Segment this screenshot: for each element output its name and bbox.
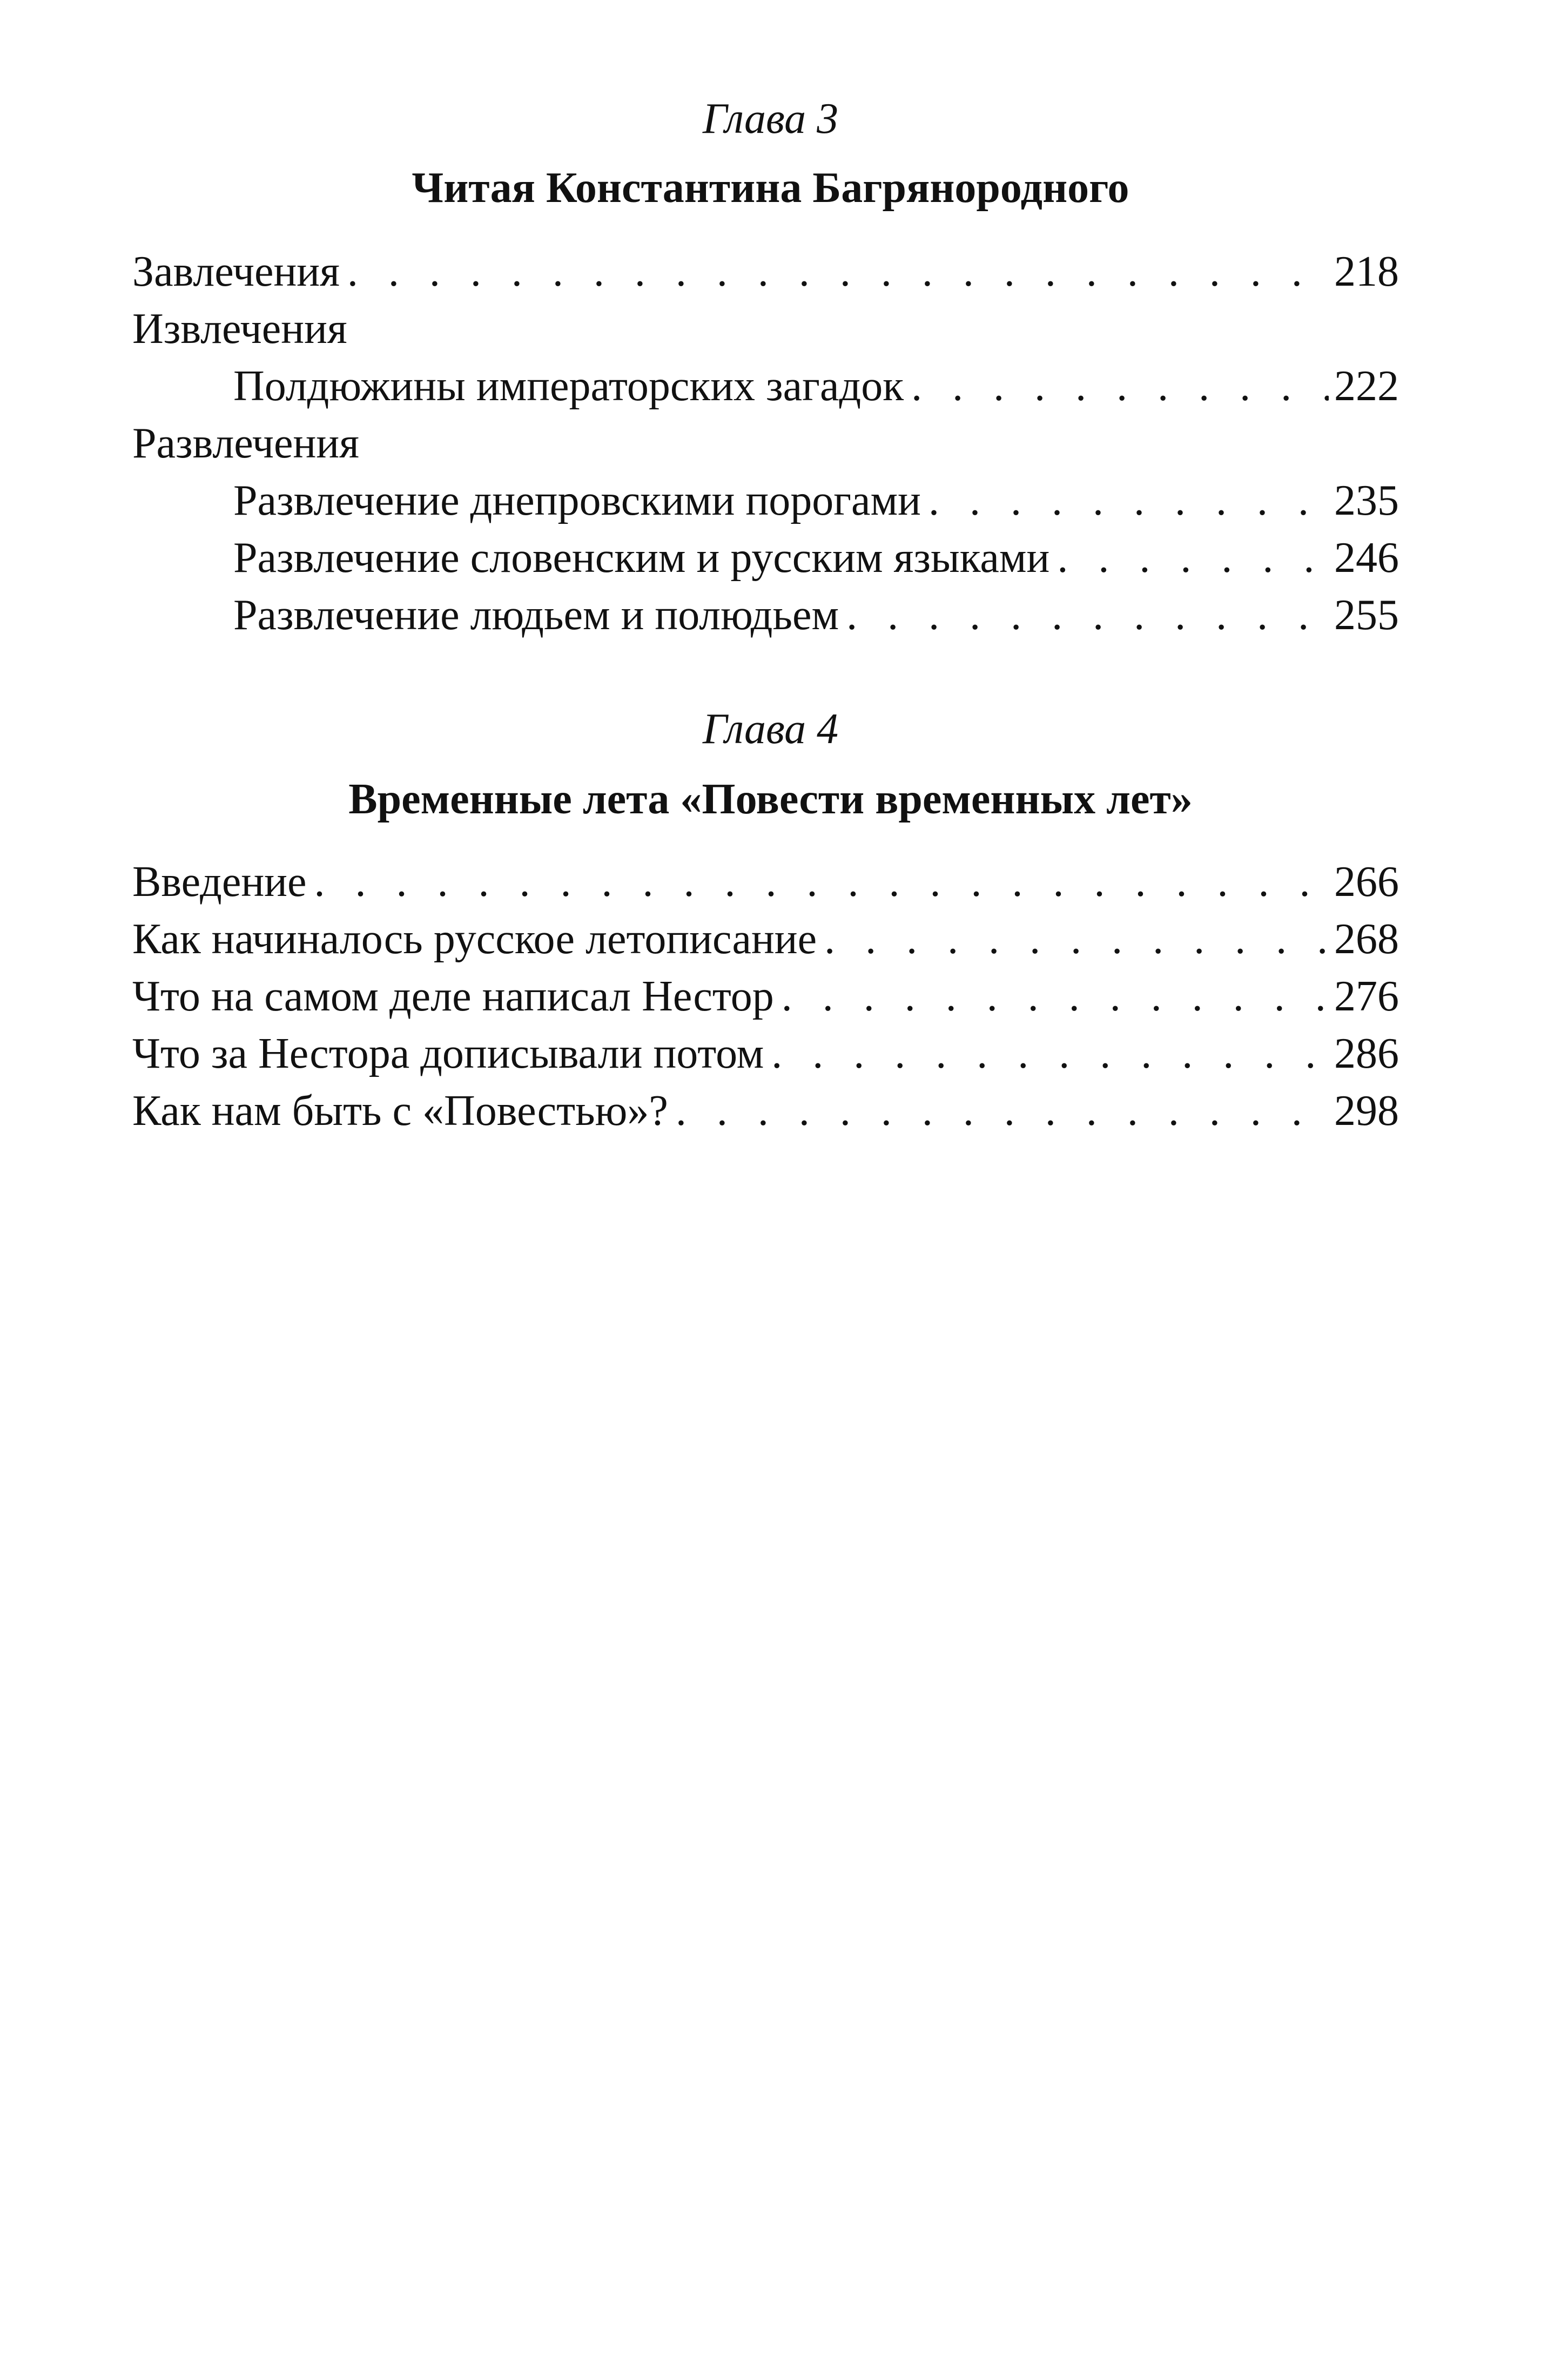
- toc-entry-label: Развлечение словенским и русским языками: [233, 529, 1057, 586]
- leader-dots: [1057, 529, 1329, 586]
- toc-entry-label: Развлечения: [132, 415, 367, 472]
- toc-entry-label: Как нам быть с «Повестью»?: [132, 1082, 676, 1140]
- toc-list: [132, 243, 1399, 644]
- toc-section-heading: [132, 415, 1399, 472]
- toc-entry-label: Что за Нестора дописывали потом: [132, 1025, 771, 1082]
- chapter-number: Глава 4: [702, 705, 839, 753]
- chapter-title: Читая Константина Багрянородного: [412, 164, 1129, 212]
- leader-dots: [846, 586, 1329, 644]
- toc-page-number: 235: [1329, 472, 1399, 529]
- leader-dots: [928, 472, 1329, 529]
- toc-entry-label: Извлечения: [132, 300, 355, 358]
- leader-dots: [314, 853, 1329, 911]
- toc-entry[interactable]: [132, 853, 1399, 911]
- toc-entry-label: Как начиналось русское летописание: [132, 911, 824, 968]
- toc-entry[interactable]: [132, 586, 1399, 644]
- toc-entry-label: Введение: [132, 853, 314, 911]
- toc-entry[interactable]: [132, 472, 1399, 529]
- toc-entry[interactable]: [132, 529, 1399, 586]
- toc-page-number: 255: [1329, 586, 1399, 644]
- toc-page-number: 246: [1329, 529, 1399, 586]
- toc-entry-label: Полдюжины императорских загадок: [233, 358, 911, 415]
- toc-page-number: 298: [1329, 1082, 1399, 1140]
- toc-page-number: 266: [1329, 853, 1399, 911]
- leader-dots: [911, 358, 1329, 415]
- toc-section-heading: [132, 300, 1399, 358]
- leader-dots: [771, 1025, 1329, 1082]
- toc-entry[interactable]: [132, 1025, 1399, 1082]
- leader-dots: [824, 911, 1329, 968]
- toc-entry[interactable]: [132, 911, 1399, 968]
- toc-entry[interactable]: [132, 1082, 1399, 1140]
- toc-page-number: 268: [1329, 911, 1399, 968]
- leader-dots: [676, 1082, 1329, 1140]
- toc-page-number: 218: [1329, 243, 1399, 300]
- toc-list: [132, 853, 1399, 1140]
- toc-entry[interactable]: [132, 968, 1399, 1025]
- chapter-title: Временные лета «Повести временных лет»: [348, 776, 1193, 823]
- toc-page-number: 222: [1329, 358, 1399, 415]
- toc-entry-label: Развлечение днепровскими порогами: [233, 472, 928, 529]
- leader-dots: [347, 243, 1329, 300]
- toc-entry-label: Что на самом деле написал Нестор: [132, 968, 782, 1025]
- toc-entry-label: Завлечения: [132, 243, 347, 300]
- leader-dots: [782, 968, 1329, 1025]
- toc-entry[interactable]: [132, 358, 1399, 415]
- toc-entry[interactable]: [132, 243, 1399, 300]
- toc-page-number: 276: [1329, 968, 1399, 1025]
- chapter-number: Глава 3: [702, 95, 839, 143]
- toc-entry-label: Развлечение людьем и полюдьем: [233, 586, 846, 644]
- toc-page-number: 286: [1329, 1025, 1399, 1082]
